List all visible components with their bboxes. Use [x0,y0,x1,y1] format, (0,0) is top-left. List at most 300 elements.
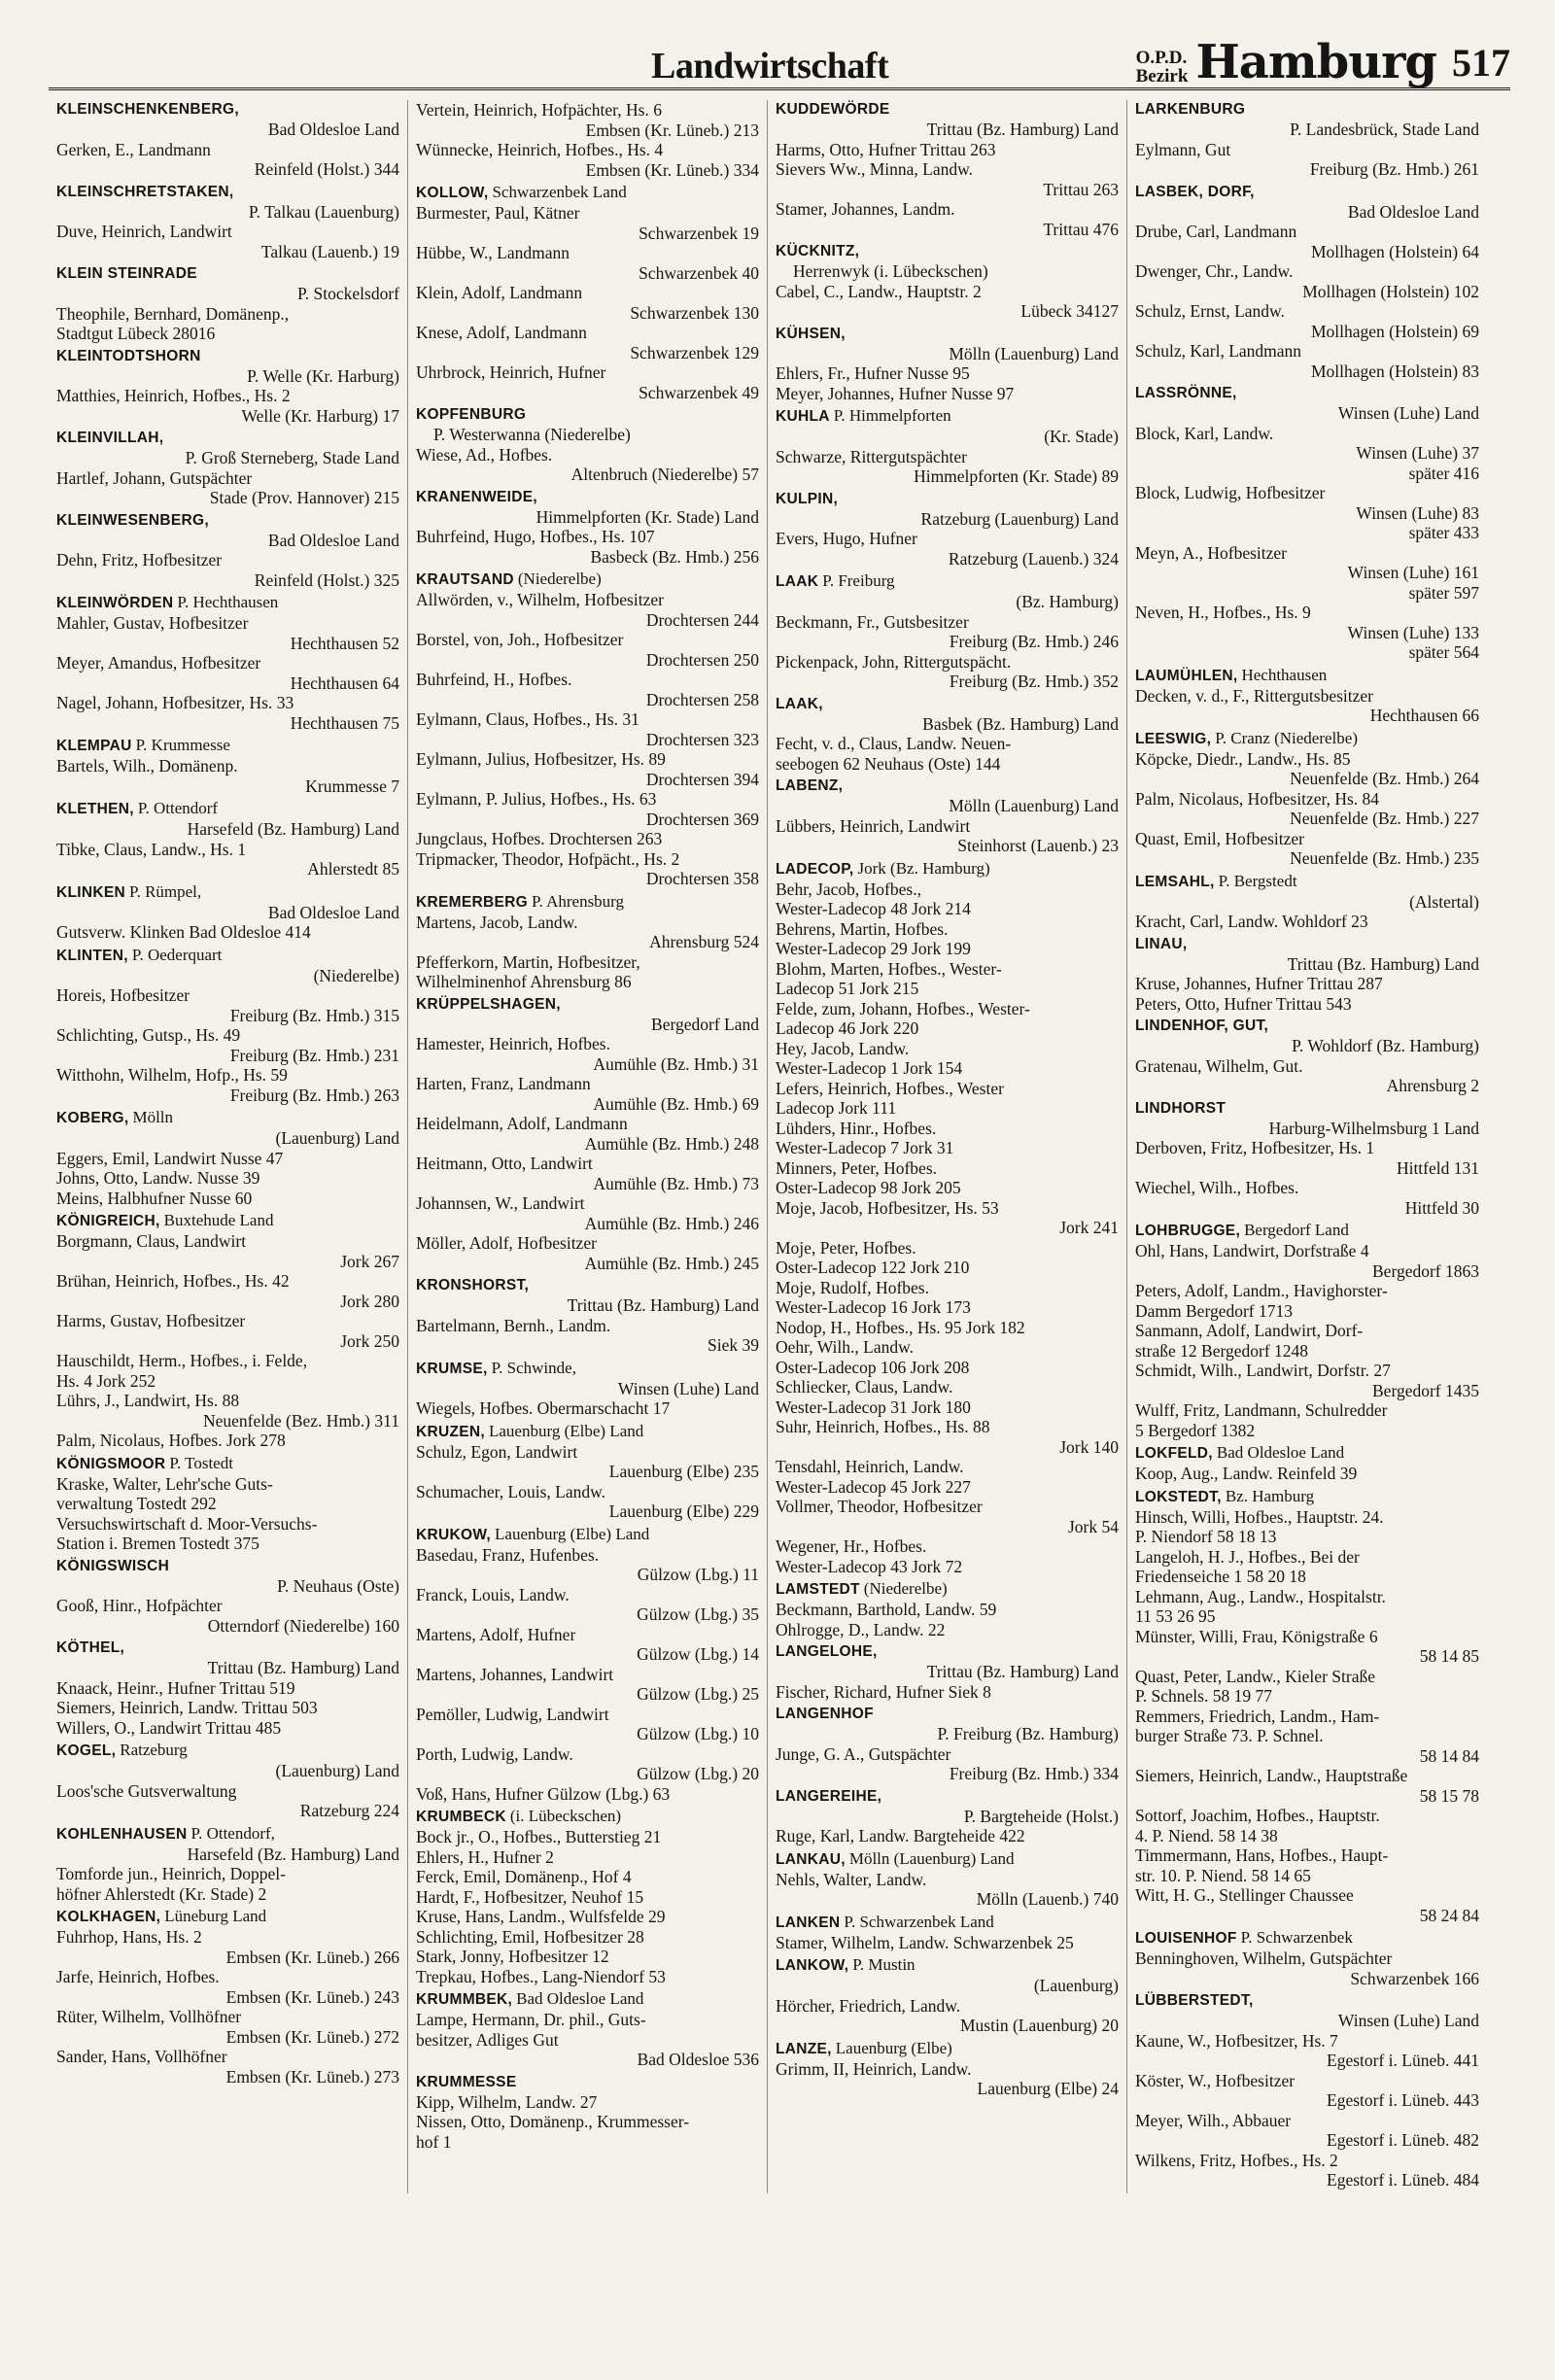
entry-heading [776,1849,1119,1870]
entry-heading [776,1955,1119,1976]
entry-line: Bergedorf 1435 [1372,1380,1479,1400]
town-name: LOKSTEDT, [1135,1488,1222,1505]
entry-line: Embsen (Kr. Lüneb.) 213 [585,120,759,140]
entry-heading [1135,1099,1479,1119]
entry-line: P. Niendorf 58 18 13 [1135,1527,1277,1546]
entry-line: (Niederelbe) [313,965,399,985]
entry-line: Fecht, v. d., Claus, Landw. Neuen- [776,734,1012,753]
entry-line: Bergedorf Land [651,1014,759,1034]
entry-line: Drochtersen 358 [645,869,759,888]
directory-entry [416,183,759,402]
entry-line: Knese, Adolf, Landmann [416,323,587,342]
entry-line: Oehr, Wilh., Landw. [776,1337,914,1357]
entry-line: Stade (Prov. Hannover) 215 [209,488,399,507]
entry-heading [1135,1487,1479,1507]
section-title: Landwirtschaft [651,46,889,86]
entry-heading [776,100,1119,120]
entry-line: Damm Bergedorf 1713 [1135,1300,1294,1321]
directory-entry [56,511,399,591]
town-name: KRAUTSAND [416,571,514,588]
entry-line: str. 10. P. Niend. 58 14 65 [1135,1865,1311,1885]
entry-line: Neuenfelde (Bez. Hmb.) 311 [203,1410,399,1431]
entry-line: Meyer, Wilh., Abbauer [1135,2110,1292,2130]
entry-line: Cabel, C., Landw., Hauptstr. 2 [776,281,982,301]
town-name: LANGELOHE, [776,1643,878,1660]
entry-line: Willers, O., Landwirt Trittau 485 [56,1717,282,1738]
directory-entry [776,1642,1119,1702]
entry-line: Eggers, Emil, Landwirt Nusse 47 [56,1148,284,1168]
entry-line: Behrens, Martin, Hofbes. [776,918,949,939]
entry-heading [776,859,1119,880]
entry-line: Basedau, Franz, Hufenbes. [416,1544,600,1565]
entry-line: Hey, Jacob, Landw. [776,1038,910,1058]
entry-line: Ladecop 46 Jork 220 [776,1018,919,1038]
entry-line: P. Landesbrück, Stade Land [1290,120,1479,139]
directory-entry [776,406,1119,487]
directory-entry [416,1989,759,2070]
entry-heading [776,406,1119,427]
entry-line: Bock jr., O., Hofbes., Butterstieg 21 [416,1827,662,1846]
entry-line: Sievers Ww., Minna, Landw. [776,159,973,179]
entry-line: Winsen (Luhe) 83 [1356,502,1479,523]
entry-line: Fuhrhop, Hans, Hs. 2 [56,1927,202,1947]
entry-line: Schlichting, Gutsp., Hs. 49 [56,1025,241,1045]
entry-line: Winsen (Luhe) Land [1337,403,1479,423]
town-location: Lüneburg Land [164,1907,267,1925]
entry-line: Bad Oldesloe 536 [637,2050,759,2069]
entry-line: Möller, Adolf, Hofbesitzer [416,1233,597,1253]
town-name: KLEINTODTSHORN [56,347,201,364]
entry-line: Lühders, Hinr., Hofbes. [776,1118,937,1138]
town-location: Ratzeburg [120,1741,188,1759]
entry-line: Hardt, F., Hofbesitzer, Neuhof 15 [416,1886,644,1907]
entry-line: später 597 [1408,582,1479,603]
entry-line: 58 14 84 [1419,1745,1479,1766]
entry-line: Ruge, Karl, Landw. Bargteheide 422 [776,1826,1025,1845]
directory-entry [1135,384,1479,663]
entry-line: Jork 54 [1067,1516,1119,1536]
town-location: Mölln (Lauenburg) Land [848,1848,1015,1868]
entry-line: Gutsverw. Klinken Bad Oldesloe 414 [56,922,311,942]
entry-heading [56,1907,399,1927]
entry-line: Beckmann, Fr., Gutsbesitzer [776,611,969,632]
entry-heading [416,995,759,1015]
bezirk-text: Bezirk [1135,66,1189,86]
entry-line: Eylmann, Julius, Hofbesitzer, Hs. 89 [416,749,666,769]
entry-line: Witt, H. G., Stellinger Chaussee [1135,1885,1354,1905]
town-location: Bad Oldesloe Land [516,1989,644,2008]
directory-entry [416,100,759,180]
entry-line: Kaune, W., Hofbesitzer, Hs. 7 [1135,2030,1338,2051]
entry-line: Trepkau, Hofbes., Lang-Niendorf 53 [416,1966,666,1986]
entry-line: Lauenburg (Elbe) 24 [977,2079,1119,2098]
directory-entry [776,859,1119,1577]
directory-column [1127,100,1487,2193]
directory-entry [1135,1443,1479,1484]
entry-line: Ferck, Emil, Domänenp., Hof 4 [416,1867,632,1886]
entry-line: Gülzow (Lbg.) 25 [637,1684,759,1704]
directory-entry [56,100,399,180]
entry-line: Block, Karl, Landw. [1135,423,1274,443]
entry-heading [56,946,399,966]
entry-line: Meyer, Johannes, Hufner Nusse 97 [776,383,1015,403]
entry-line: Ratzeburg (Lauenb.) 324 [948,548,1119,569]
town-location: P. Schwarzenbek Land [844,1912,994,1931]
entry-line: Freiburg (Bz. Hmb.) 261 [1309,159,1479,179]
entry-line: Wilkens, Fritz, Hofbes., Hs. 2 [1135,2150,1338,2170]
entry-line: Schwarzenbek 40 [639,262,759,283]
town-name: KÖNIGSMOOR [56,1455,166,1472]
town-name: LAAK [776,573,819,590]
entry-line: Embsen (Kr. Lüneb.) 272 [225,2026,399,2047]
entry-line: Jork 280 [340,1291,399,1311]
entry-line: Mollhagen (Holstein) 83 [1310,361,1479,381]
entry-line: Allwörden, v., Wilhelm, Hofbesitzer [416,590,664,609]
entry-line: (Lauenburg) Land [275,1128,399,1148]
entry-line: P. Stockelsdorf [297,284,399,303]
town-name: KÜCKNITZ, [776,243,860,259]
entry-line: Voß, Hans, Hufner Gülzow (Lbg.) 63 [416,1783,671,1804]
entry-line: Himmelpforten (Kr. Stade) Land [536,506,759,527]
entry-line: Dwenger, Chr., Landw. [1135,261,1294,281]
entry-line: P. Schnels. 58 19 77 [1135,1686,1272,1706]
entry-line: Tomforde jun., Heinrich, Doppel- [56,1864,286,1883]
directory-entry [416,1359,759,1419]
entry-heading [56,1741,399,1761]
entry-line: Schwarzenbek 130 [630,302,759,323]
entry-line: Minners, Peter, Hofbes. [776,1157,938,1178]
entry-line: Jork 250 [340,1330,399,1351]
entry-line: Decken, v. d., F., Rittergutsbesitzer [1135,685,1374,706]
entry-line: Stamer, Wilhelm, Landw. Schwarzenbek 25 [776,1932,1074,1952]
entry-line: Neuenfelde (Bz. Hmb.) 235 [1290,848,1479,868]
entry-heading [776,2039,1119,2059]
town-name: LINDHORST [1135,1099,1227,1117]
entry-line: Hechthausen 64 [290,673,399,693]
entry-line: Wester-Ladecop 45 Jork 227 [776,1476,971,1497]
entry-line: Otterndorf (Niederelbe) 160 [207,1615,399,1636]
entry-line: Aumühle (Bz. Hmb.) 246 [584,1213,759,1233]
entry-line: Block, Ludwig, Hofbesitzer [1135,483,1326,502]
entry-heading [56,511,399,531]
directory-entry [776,1705,1119,1784]
directory-entry [416,892,759,992]
town-name: KLEMPAU [56,738,132,754]
entry-line: Lübbers, Heinrich, Landwirt [776,815,971,836]
directory-entry [56,882,399,943]
entry-heading [416,488,759,507]
town-name: KOGEL, [56,1742,117,1759]
entry-line: Stark, Jonny, Hofbesitzer 12 [416,1947,609,1966]
entry-line: Winsen (Luhe) 133 [1347,622,1479,642]
entry-line: Reinfeld (Holst.) 325 [254,569,399,590]
entry-line: Vertein, Heinrich, Hofpächter, Hs. 6 [416,100,662,120]
town-location: P. Cranz (Niederelbe) [1215,728,1358,747]
city-name: Hamburg [1195,35,1436,89]
entry-line: P. Talkau (Lauenburg) [248,201,399,222]
entry-line: Borstel, von, Joh., Hofbesitzer [416,630,624,649]
entry-line: Derboven, Fritz, Hofbesitzer, Hs. 1 [1135,1138,1375,1157]
entry-line: Schulz, Egon, Landwirt [416,1441,578,1462]
entry-line: Mahler, Gustav, Hofbesitzer [56,613,249,633]
entry-line: Wiegels, Hofbes. Obermarschacht 17 [416,1398,671,1418]
entry-line: Stamer, Johannes, Landm. [776,199,955,219]
town-location: Lauenburg (Elbe) Land [495,1524,650,1543]
entry-line: Grimm, II, Heinrich, Landw. [776,2058,972,2079]
entry-line: Blohm, Marten, Hofbes., Wester- [776,958,1002,979]
directory-entry [56,1211,399,1451]
town-name: LINAU, [1135,935,1188,952]
town-name: KULPIN, [776,490,839,507]
directory-entry [56,1454,399,1554]
entry-line: Gülzow (Lbg.) 35 [637,1604,759,1624]
entry-heading [1135,100,1479,120]
entry-line: Moje, Jacob, Hofbesitzer, Hs. 53 [776,1197,999,1218]
entry-heading [416,1276,759,1295]
town-location: Buxtehude Land [163,1211,274,1229]
entry-line: Winsen (Luhe) Land [1337,2011,1479,2030]
entry-line: Schulz, Ernst, Landw. [1135,301,1285,321]
town-name: KLEINSCHENKENBERG, [56,101,239,118]
entry-line: Quast, Emil, Hofbesitzer [1135,828,1304,848]
directory-entry [1135,1928,1479,1988]
town-location: P. Freiburg [822,571,895,590]
entry-line: Schwarzenbek 49 [639,382,759,402]
entry-line: Egestorf i. Lüneb. 443 [1327,2090,1479,2110]
entry-line: Duve, Heinrich, Landwirt [56,222,232,241]
entry-line: Quast, Peter, Landw., Kieler Straße [1135,1666,1375,1686]
entry-line: Freiburg (Bz. Hmb.) 246 [949,632,1119,651]
entry-line: Gerken, E., Landmann [56,139,211,159]
entry-heading [1135,729,1479,749]
entry-line: Ehlers, Fr., Hufner Nusse 95 [776,363,970,383]
entry-line: Schmidt, Wilh., Landwirt, Dorfstr. 27 [1135,1361,1391,1380]
entry-line: Bad Oldesloe Land [267,530,399,550]
entry-line: Franck, Louis, Landw. [416,1584,570,1604]
entry-line: Martens, Adolf, Hufner [416,1624,576,1644]
directory-entry [56,1907,399,2087]
entry-line: Uhrbrock, Heinrich, Hufner [416,362,606,382]
entry-line: Lührs, J., Landwirt, Hs. 88 [56,1391,240,1410]
directory-entry [1135,183,1479,382]
entry-line: Nehls, Walter, Landw. [776,1869,927,1889]
town-name: KRUMMESSE [416,2073,517,2090]
entry-line: Langeloh, H. J., Hofbes., Bei der [1135,1546,1360,1567]
entry-line: (Kr. Stade) [1044,427,1119,446]
town-name: KRONSHORST, [416,1277,530,1293]
entry-line: Trittau 263 [1043,179,1119,199]
entry-line: Wester-Ladecop 7 Jork 31 [776,1138,954,1157]
entry-line: P. Bargteheide (Holst.) [963,1806,1119,1826]
entry-line: Ohlrogge, D., Landw. 22 [776,1619,946,1639]
directory-entry [416,488,759,568]
entry-heading [56,264,399,284]
entry-line: Wester-Ladecop 16 Jork 173 [776,1297,971,1317]
town-name: KLEIN STEINRADE [56,265,197,282]
entry-line: Gülzow (Lbg.) 20 [637,1764,759,1783]
directory-column [408,100,768,2193]
entry-line: Hs. 4 Jork 252 [56,1370,156,1391]
directory-entry [56,1638,399,1738]
entry-line: Drube, Carl, Landmann [1135,222,1297,241]
entry-line: Neven, H., Hofbes., Hs. 9 [1135,603,1311,622]
directory-entry [776,100,1119,239]
town-location: (i. Lübeckschen) [509,1807,622,1825]
entry-line: Tripmacker, Theodor, Hofpächt., Hs. 2 [416,848,680,869]
entry-line: Versuchswirtschaft d. Moor-Versuchs- [56,1513,318,1534]
entry-heading [1135,1017,1479,1036]
directory-columns [49,100,1510,2193]
directory-entry [56,264,399,344]
entry-line: Witthohn, Wilhelm, Hofp., Hs. 59 [56,1065,288,1085]
entry-line: Siemers, Heinrich, Landw. Trittau 503 [56,1698,318,1717]
entry-line: Harms, Gustav, Hofbesitzer [56,1311,246,1330]
town-name: KUDDEWÖRDE [776,101,890,118]
entry-heading [1135,935,1479,954]
entry-line: Loos'sche Gutsverwaltung [56,1780,237,1801]
entry-line: Aumühle (Bz. Hmb.) 73 [593,1173,759,1193]
entry-heading [56,1108,399,1128]
entry-line: Basbek (Bz. Hamburg) Land [922,713,1119,734]
directory-entry [56,347,399,427]
entry-line: Schlichting, Emil, Hofbesitzer 28 [416,1926,644,1947]
entry-line: höfner Ahlerstedt (Kr. Stade) 2 [56,1883,267,1904]
entry-line: später 416 [1408,463,1479,483]
entry-heading [56,1638,399,1658]
town-location: Bz. Hamburg [1225,1486,1315,1505]
entry-line: Peters, Adolf, Landm., Havighorster- [1135,1281,1388,1300]
town-name: LOUISENHOF [1135,1930,1237,1947]
entry-heading [776,776,1119,796]
town-name: KUHLA [776,408,830,425]
entry-line: Ladecop Jork 111 [776,1098,897,1118]
directory-entry [416,1422,759,1522]
town-name: KRUMSE, [416,1360,488,1377]
entry-line: später 564 [1408,642,1479,662]
directory-entry [776,242,1119,322]
entry-line: Dehn, Fritz, Hofbesitzer [56,550,223,569]
town-location: P. Tostedt [169,1453,233,1472]
entry-line: Knaack, Heinr., Hufner Trittau 519 [56,1677,295,1698]
entry-line: 4. P. Niend. 58 14 38 [1135,1825,1278,1845]
entry-line: Palm, Nicolaus, Hofbesitzer, Hs. 84 [1135,788,1380,809]
entry-line: Drochtersen 244 [645,609,759,630]
entry-line: Freiburg (Bz. Hmb.) 334 [949,1764,1119,1783]
entry-line: Himmelpforten (Kr. Stade) 89 [914,466,1119,486]
entry-line: P. Wohldorf (Bz. Hamburg) [1292,1036,1479,1055]
entry-line: Hechthausen 66 [1369,706,1479,725]
town-name: KRUZEN, [416,1423,485,1440]
directory-column [49,100,408,2193]
entry-line: Burmester, Paul, Kätner [416,203,580,223]
directory-entry [416,569,759,889]
entry-heading [416,405,759,425]
town-name: LANGEREIHE, [776,1787,882,1805]
entry-line: Rüter, Wilhelm, Vollhöfner [56,2007,242,2026]
entry-line: Kracht, Carl, Landw. Wohldorf 23 [1135,912,1368,931]
town-name: LABENZ, [776,777,844,794]
town-location: P. Himmelpforten [833,406,951,425]
entry-line: Embsen (Kr. Lüneb.) 266 [225,1947,399,1967]
entry-line: Gülzow (Lbg.) 14 [637,1644,759,1664]
entry-line: Moje, Peter, Hofbes. [776,1237,916,1258]
entry-line: Wester-Ladecop 48 Jork 214 [776,899,971,918]
entry-line: Winsen (Luhe) 37 [1356,443,1479,463]
town-name: KRUMMBEK, [416,1991,513,2008]
entry-line: Tibke, Claus, Landw., Hs. 1 [56,839,247,859]
entry-heading [56,347,399,366]
town-location: (Niederelbe) [517,569,602,588]
entry-line: Mölln (Lauenburg) Land [949,796,1119,815]
entry-line: P. Freiburg (Bz. Hamburg) [937,1724,1119,1743]
entry-line: Neuenfelde (Bz. Hmb.) 264 [1290,769,1479,788]
town-name: LANKEN [776,1914,841,1931]
town-name: KRUKOW, [416,1526,492,1543]
entry-line: Wiechel, Wilh., Hofbes. [1135,1178,1299,1197]
directory-entry [56,183,399,262]
entry-line: Gülzow (Lbg.) 11 [637,1565,759,1584]
entry-line: Sanmann, Adolf, Landwirt, Dorf- [1135,1321,1364,1340]
town-name: KRUMBECK [416,1809,506,1825]
entry-heading [56,1454,399,1474]
entry-heading [776,1913,1119,1933]
entry-line: Mollhagen (Holstein) 69 [1310,321,1479,341]
header-right [1135,35,1510,89]
entry-line: Vollmer, Theodor, Hofbesitzer [776,1497,983,1516]
entry-line: Station i. Bremen Tostedt 375 [56,1534,259,1553]
entry-heading [416,1422,759,1442]
town-location: P. Bergstedt [1218,871,1297,890]
town-location: P. Mustin [852,1955,916,1974]
entry-line: Altenbruch (Niederelbe) 57 [570,465,759,484]
entry-line: Krummesse 7 [305,776,399,796]
town-name: LANKOW, [776,1957,849,1974]
entry-heading [776,242,1119,261]
directory-entry [776,695,1119,775]
entry-line: Eylmann, Gut [1135,139,1231,159]
entry-line: Köster, W., Hofbesitzer [1135,2070,1296,2090]
directory-entry [776,1579,1119,1639]
town-name: LANKAU, [776,1850,846,1868]
entry-line: Wilhelminenhof Ahrensburg 86 [416,972,632,991]
town-name: KLEINSCHRETSTAKEN, [56,183,234,200]
entry-heading [1135,1928,1479,1949]
entry-heading [56,100,399,120]
entry-line: Brühan, Heinrich, Hofbes., Hs. 42 [56,1271,290,1291]
entry-line: Palm, Nicolaus, Hofbes. Jork 278 [56,1431,286,1450]
entry-line: Horeis, Hofbesitzer [56,985,190,1005]
entry-line: Nodop, H., Hofbes., Hs. 95 Jork 182 [776,1317,1025,1337]
entry-line: Siek 39 [708,1335,759,1355]
directory-entry [56,799,399,880]
entry-line: Gooß, Hinr., Hofpächter [56,1596,223,1615]
entry-line: Harsefeld (Bz. Hamburg) Land [187,819,399,839]
directory-entry [1135,1487,1479,1926]
town-location: Lauenburg (Elbe) [835,2038,952,2057]
entry-line: Mustin (Lauenburg) 20 [960,2016,1119,2035]
entry-heading [1135,666,1479,686]
entry-line: Nagel, Johann, Hofbesitzer, Hs. 33 [56,693,294,712]
entry-line: Wegener, Hr., Hofbes. [776,1536,927,1556]
entry-line: Bergedorf 1863 [1372,1260,1479,1281]
entry-line: Kipp, Wilhelm, Landw. 27 [416,2091,598,2112]
entry-line: Bartels, Wilh., Domänenp. [56,756,238,776]
entry-line: Tensdahl, Heinrich, Landw. [776,1457,964,1476]
entry-line: Wester-Ladecop 43 Jork 72 [776,1556,963,1576]
town-name: LAUMÜHLEN, [1135,667,1238,684]
town-name: KLINKEN [56,883,125,901]
entry-heading [416,1989,759,2010]
